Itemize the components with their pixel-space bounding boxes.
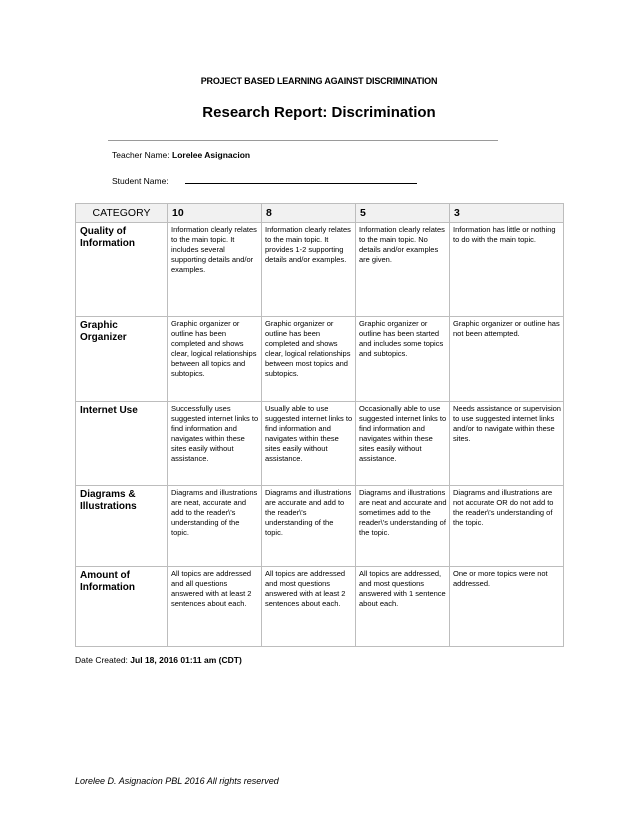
- table-cell: Usually able to use suggested internet links to find information and navigates within these sites easily without assistance.: [262, 402, 356, 486]
- row-category: Internet Use: [76, 402, 168, 486]
- table-cell: Information clearly relates to the main topic. It includes several supporting details and/or examples.: [168, 223, 262, 317]
- date-created-label: Date Created:: [75, 655, 128, 665]
- table-cell: Occasionally able to use suggested internet links to find information and navigates within these sites easily without assistance.: [356, 402, 450, 486]
- table-cell: Information clearly relates to the main topic. No details and/or examples are given.: [356, 223, 450, 317]
- row-category: Quality of Information: [76, 223, 168, 317]
- table-cell: All topics are addressed, and most questions answered with 1 sentence about each.: [356, 567, 450, 647]
- table-row: [76, 567, 564, 647]
- table-row: [76, 486, 564, 567]
- table-cell: Diagrams and illustrations are neat and accurate and sometimes add to the reader\'s understanding of the topic.: [356, 486, 450, 567]
- header-score-8: 8: [262, 204, 356, 223]
- date-created-value: Jul 18, 2016 01:11 am (CDT): [130, 655, 242, 665]
- student-label: Student Name:: [112, 176, 169, 186]
- table-cell: Graphic organizer or outline has been completed and shows clear, logical relationships between all topics and subtopics.: [168, 317, 262, 402]
- page-footer: Lorelee D. Asignacion PBL 2016 All rights reserved: [75, 776, 279, 786]
- table-cell: Successfully uses suggested internet links to find information and navigates within these sites easily without assistance.: [168, 402, 262, 486]
- table-row: [76, 317, 564, 402]
- table-cell: Graphic organizer or outline has been started and includes some topics and subtopics.: [356, 317, 450, 402]
- row-category: Graphic Organizer: [76, 317, 168, 402]
- table-cell: All topics are addressed and all questions answered with at least 2 sentences about each.: [168, 567, 262, 647]
- header-score-3: 3: [450, 204, 564, 223]
- table-cell: Diagrams and illustrations are neat, accurate and add to the reader\'s understanding of the topic.: [168, 486, 262, 567]
- page-header: PROJECT BASED LEARNING AGAINST DISCRIMINATION: [200, 76, 438, 86]
- header-category: CATEGORY: [76, 204, 168, 223]
- teacher-label: Teacher Name:: [112, 150, 170, 160]
- teacher-value: Lorelee Asignacion: [172, 150, 251, 160]
- divider: [108, 140, 498, 141]
- table-cell: All topics are addressed and most questions answered with at least 2 sentences about each.: [262, 567, 356, 647]
- rubric-header-row: [76, 204, 564, 223]
- table-cell: Graphic organizer or outline has been completed and shows clear, logical relationships between most topics and subtopics.: [262, 317, 356, 402]
- header-score-5: 5: [356, 204, 450, 223]
- header-score-10: 10: [168, 204, 262, 223]
- table-cell: Information clearly relates to the main topic. It provides 1-2 supporting details and/or examples.: [262, 223, 356, 317]
- document-title: Research Report: Discrimination: [202, 104, 436, 121]
- student-name: [112, 176, 417, 186]
- row-category: Amount of Information: [76, 567, 168, 647]
- table-cell: Needs assistance or supervision to use suggested internet links and/or to navigate within these sites.: [450, 402, 564, 486]
- rubric-table: [75, 203, 564, 647]
- table-cell: Diagrams and illustrations are accurate and add to the reader\'s understanding of the topic.: [262, 486, 356, 567]
- table-cell: Diagrams and illustrations are not accurate OR do not add to the reader\'s understanding of the topic.: [450, 486, 564, 567]
- table-row: [76, 402, 564, 486]
- teacher-name: [112, 150, 250, 160]
- student-name-blank: [185, 177, 417, 184]
- date-created: [75, 655, 242, 665]
- row-category: Diagrams & Illustrations: [76, 486, 168, 567]
- table-cell: One or more topics were not addressed.: [450, 567, 564, 647]
- table-cell: Graphic organizer or outline has not been attempted.: [450, 317, 564, 402]
- table-row: [76, 223, 564, 317]
- table-cell: Information has little or nothing to do with the main topic.: [450, 223, 564, 317]
